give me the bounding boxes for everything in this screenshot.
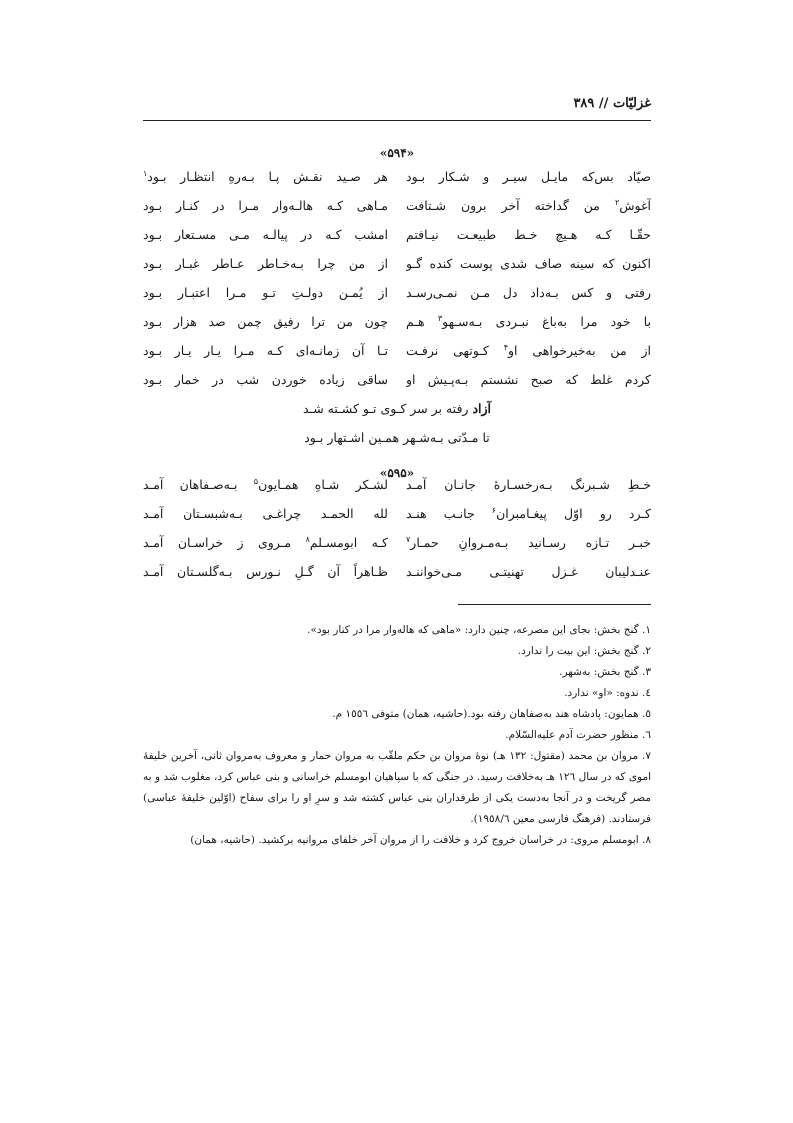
hemistich-text: بـه‌صـفاهان آمـد <box>143 477 254 492</box>
footnote: ۱. گنج بخش: بجای این مصرعه، چنین دارد: «ماهی که هاله‌وار مرا در کنار بود». <box>307 624 651 636</box>
poem-number: «۵۹۵» <box>379 466 415 480</box>
footnote: ۳. گنج بخش: به‌شهر. <box>559 666 651 678</box>
hemistich-left: از من چرا بـه‌خـاطر عـاطر غبـار بـود <box>143 256 388 271</box>
couplet <box>143 307 651 336</box>
hemistich-left: لله الحمـد چراغـی بـه‌شبسـتان آمـد <box>143 506 388 521</box>
couplet <box>143 528 651 557</box>
footnote: ٥. همایون: پادشاه هند به‌صفاهان رفته بود.(حاشیه، همان) متوفی ١٥٥٦ م. <box>332 708 651 720</box>
poem-595 <box>143 470 651 586</box>
hemistich-text: آغوش <box>619 198 651 213</box>
hemistich-text: کـوتهی نرفـت <box>406 343 504 358</box>
footnote-ref[interactable]: ۴ <box>503 342 508 352</box>
hemistich-right: صیّاد بس‌که مایـل سیـر و شـکار بـود <box>406 169 651 184</box>
hemistich-left <box>143 162 388 191</box>
hemistich-right: رفتی و کس بـه‌داد دل مـن نمـی‌رسـد <box>406 285 651 300</box>
hemistich-right: اکنون که سینه صاف شدی پوست کنده گـو <box>406 256 651 271</box>
couplet <box>143 365 651 394</box>
footnotes <box>143 620 651 851</box>
hemistich-left <box>143 528 388 557</box>
hemistich-left: ظـاهراً آن گـلِ نـورس بـه‌گلسـتان آمـد <box>143 564 388 579</box>
poem-594 <box>143 162 651 452</box>
hemistich-left: تـا آن زمانـه‌ای کـه مـرا یـار یـار بـود <box>143 343 388 358</box>
hemistich-left <box>143 470 388 499</box>
couplet <box>143 191 651 220</box>
hemistich-right <box>406 528 651 557</box>
hemistich-right <box>406 499 651 528</box>
hemistich-left: امشب کـه در پیالـه مـی مسـتعار بـود <box>143 227 388 242</box>
header-divider <box>143 120 651 121</box>
couplet <box>143 249 651 278</box>
hemistich-text: لشـکر شـاهِ همـایون <box>258 477 388 492</box>
hemistich-left: ساقی زیاده خوردن شب در خمار بـود <box>143 372 388 387</box>
poet-pen-name: آزاد <box>472 401 491 416</box>
hemistich-left: چون من ترا رفیق چمن صد هزار بـود <box>143 314 388 329</box>
footnote: ٨. ابومسلم مروی: در خراسان خروج کرد و خلافت را از مروان آخر خلفای مروانیه برکشید. (حاشیه، همان) <box>190 834 651 846</box>
hemistich-text: از من به‌خیرخواهی او <box>508 343 651 358</box>
hemistich-right: حقّـا کـه هـیچ خـط طبیعـت نیـافتم <box>406 227 651 242</box>
hemistich-text: جانـب هنـد <box>406 506 492 521</box>
hemistich-left: از یُمـن دولـتِ تـو مـرا اعتبـار بـود <box>143 285 388 300</box>
couplet <box>143 162 651 191</box>
hemistich-text: خبـر تـازه رسـانید بـه‌مـروانِ حمـار <box>410 535 651 550</box>
hemistich-right: کردم غلط که صبح نشستم بـه‌پـیش او <box>406 372 651 387</box>
footnote-ref[interactable]: ۵ <box>253 476 259 486</box>
poem-number: «۵۹۴» <box>379 146 415 160</box>
hemistich-right: خـطِ شـبرنگ بـه‌رخسـارهٔ جانـان آمـد <box>406 477 651 492</box>
footnote: ٤. ندوه: «او» ندارد. <box>564 687 651 699</box>
hemistich-text: هر صـید نقـش پـا بـه‌رهِ انتظـار بـود <box>147 169 388 184</box>
footnote-divider <box>458 604 651 605</box>
hemistich-right <box>406 191 651 220</box>
final-couplet-line1 <box>143 394 651 423</box>
hemistich-left: مـاهی کـه هالـه‌وار مـرا در کنـار بـود <box>143 198 388 213</box>
footnote: ٧. مروان بن محمد (مقتول: ١٣٢ هـ) نوهٔ مروان بن حکم ملقّب به مروان حمار و معروف به‌مروان ثانی، آخرین خلیفهٔ اموی که در سال ١٢٦ هـ به‌خلافت رسید. در جنگی که با سپاهیان ابومسلم خراسانی و بنی عباس کرد، مغلوب شد و به مصر گریخت و در آنجا به‌دست یکی از طرفداران بنی عباس کشته شد و سرِ او را برای سفاح (اوّلین خلیفهٔ عباسی) فرستادند. (فرهنگ فارسی معین ١٩٥٨/٦). <box>143 750 651 825</box>
footnote: ٦. منظور حضرت آدم علیه‌السّلام. <box>505 729 651 741</box>
footnote-ref[interactable]: ۶ <box>491 505 497 515</box>
hemistich-text: مـروی ز خراسـان آمـد <box>143 535 306 550</box>
hemistich-text: کـرد رو اوّل پیغـامبران <box>496 506 651 521</box>
couplet <box>143 336 651 365</box>
hemistich-text: رفته بر سر کـوی تـو کشـته شـد <box>303 401 473 416</box>
hemistich-text: کـه ابومسـلم <box>309 535 388 550</box>
running-header: غزلیّات // ۳۸۹ <box>573 96 651 111</box>
hemistich-text: من گداخته آخر برون شـتافت <box>406 198 615 213</box>
footnote-ref[interactable]: ۱ <box>143 168 148 178</box>
couplet <box>143 278 651 307</box>
footnote-ref[interactable]: ۸ <box>305 534 310 544</box>
couplet <box>143 499 651 528</box>
footnote: ۲. گنج بخش: این بیت را ندارد. <box>517 645 651 657</box>
couplet <box>143 220 651 249</box>
hemistich-right <box>406 307 651 336</box>
couplet <box>143 557 651 586</box>
hemistich-right <box>406 336 651 365</box>
footnote-ref[interactable]: ۳ <box>437 313 443 323</box>
couplet <box>143 470 651 499</box>
footnote-ref[interactable]: ۷ <box>406 534 411 544</box>
hemistich-text: هـم <box>406 314 438 329</box>
final-couplet-line2: تا مـدّتی بـه‌شـهر همـین اشـتهار بـود <box>304 430 490 445</box>
footnote-ref[interactable]: ۲ <box>614 197 620 207</box>
hemistich-right: عنـدلیبان غـزل تهنیتـی مـی‌خواننـد <box>406 564 651 579</box>
hemistich-text: با خود مرا به‌باغ نبـردی بـه‌سـهو <box>442 314 651 329</box>
